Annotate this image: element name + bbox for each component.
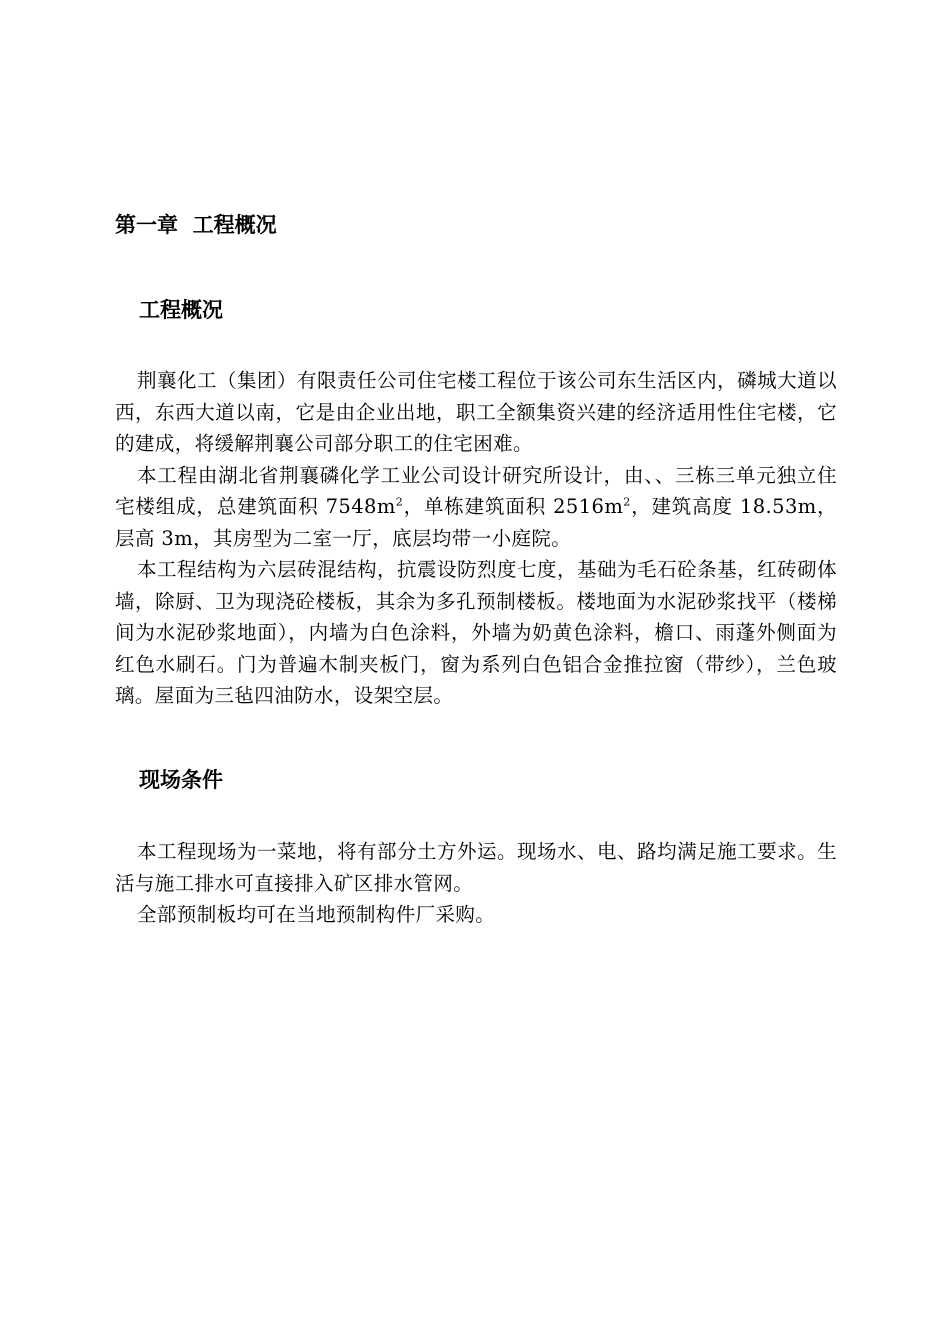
- area-unit-superscript: 2: [623, 495, 631, 509]
- paragraph-design-text-b: ，单栋建筑面积 2516m: [403, 495, 624, 518]
- paragraph-location: 荆襄化工（集团）有限责任公司住宅楼工程位于该公司东生活区内，磷城大道以西，东西大道以南，它是由企业出地，职工全额集资兴建的经济适用性住宅楼，它的建成，将缓解荆襄公司部分职工的住宅困难。: [115, 369, 837, 455]
- chapter-title: 第一章 工程概况: [115, 213, 277, 237]
- section-title-site-conditions: 现场条件: [139, 768, 223, 792]
- paragraph-structure: 本工程结构为六层砖混结构，抗震设防烈度七度，基础为毛石砼条基，红砖砌体墙，除厨、卫为现浇砼楼板，其余为多孔预制楼板。楼地面为水泥砂浆找平（楼梯间为水泥砂浆地面），内墙为白色涂料，外墙为奶黄色涂料，檐口、雨蓬外侧面为红色水刷石。门为普遍木制夹板门，窗为系列白色铝合金推拉窗（带纱），兰色玻璃。屋面为三毡四油防水，设架空层。: [115, 558, 837, 707]
- section-title-overview: 工程概况: [139, 298, 223, 322]
- paragraph-design-text-a: 本工程由湖北省荆襄磷化学工业公司设计研究所设计，由、、三栋三单元独立住宅楼组成，总建筑面积 7548m: [115, 463, 837, 518]
- section-body-overview: [115, 365, 837, 712]
- paragraph-design-text-c: ，建筑高度 18.53m，层高 3m，其房型为二室一厅，底层均带一小庭院。: [115, 495, 837, 550]
- area-unit-superscript: 2: [395, 495, 404, 509]
- section-body-site-conditions: [115, 836, 837, 931]
- paragraph-procurement: 全部预制板均可在当地预制构件厂采购。: [137, 903, 496, 926]
- paragraph-site: 本工程现场为一菜地，将有部分土方外运。现场水、电、路均满足施工要求。生活与施工排水可直接排入矿区排水管网。: [115, 840, 837, 895]
- paragraph-design: [115, 460, 837, 555]
